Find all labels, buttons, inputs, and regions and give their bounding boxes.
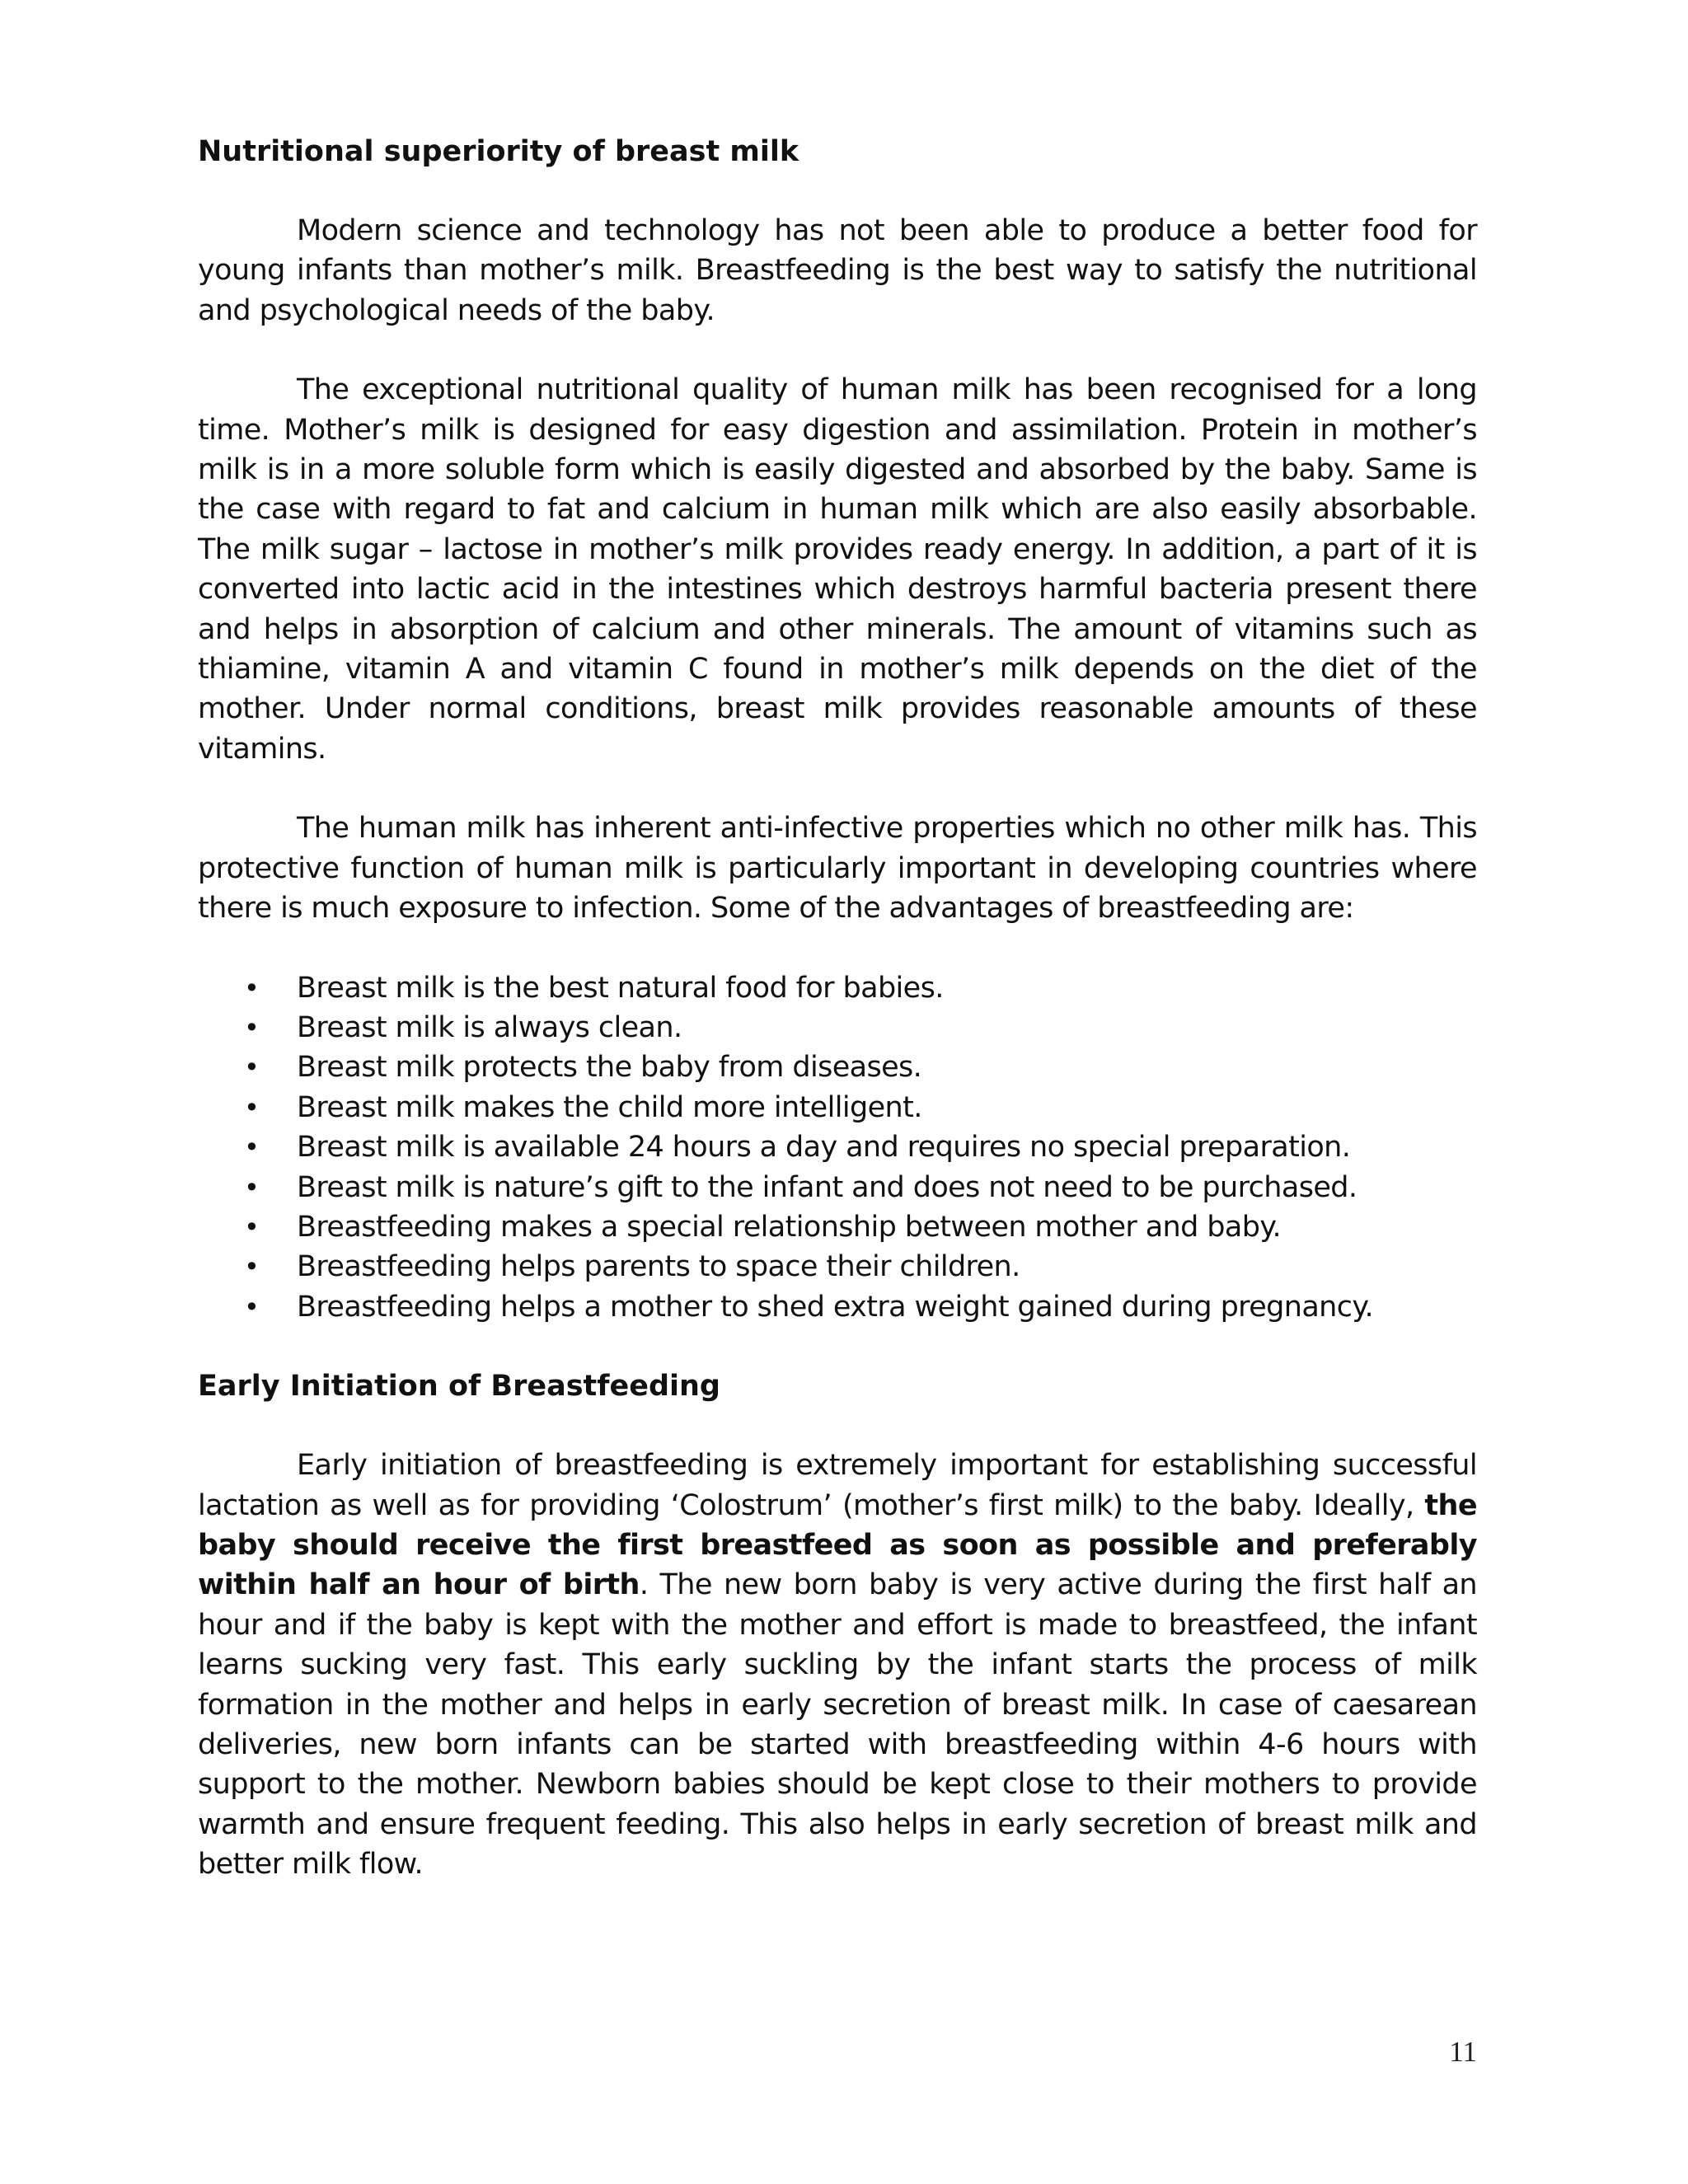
bullet-icon: •: [244, 1251, 260, 1283]
page-content: [198, 132, 1477, 1885]
list-item-text: Breastfeeding makes a special relationship between mother and baby.: [297, 1210, 1281, 1244]
list-item-text: Breast milk protects the baby from diseases.: [297, 1051, 922, 1085]
paragraph-emphasis-text: the baby should receive the first breastfeed as soon as possible and preferably within half an hour of birth: [198, 1488, 1477, 1602]
paragraph-nutritional-quality: The exceptional nutritional quality of human milk has been recognised for a long time. Mother’s milk is designed for easy digestion and assimilation. Protein in mother’s milk is in a more soluble form which is easily digested and absorbed by the baby. Same is the case with regard to fat and calcium in human milk which are also easily absorbable. The milk sugar – lactose in mother’s milk provides ready energy. In addition, a part of it is converted into lactic acid in the intestines which destroys harmful bacteria present there and helps in absorption of calcium and other minerals. The amount of vitamins such as thiamine, vitamin A and vitamin C found in mother’s milk depends on the diet of the mother. Under normal conditions, breast milk provides reasonable amounts of these vitamins.: [198, 373, 1477, 766]
list-item-text: Breast milk is nature’s gift to the infant and does not need to be purchased.: [297, 1170, 1357, 1204]
advantages-list: [198, 968, 1477, 1328]
list-item: [198, 1168, 1477, 1207]
list-item-text: Breast milk is available 24 hours a day and requires no special preparation.: [297, 1131, 1351, 1165]
list-item-text: Breast milk is the best natural food for babies.: [297, 971, 944, 1005]
list-item: [198, 1047, 1477, 1087]
list-item: [198, 968, 1477, 1008]
section-heading-nutritional-superiority: Nutritional superiority of breast milk: [198, 135, 799, 168]
list-item: [198, 1287, 1477, 1327]
list-item-text: Breastfeeding helps parents to space their children.: [297, 1250, 1020, 1284]
bullet-icon: •: [244, 1011, 260, 1043]
list-item-text: Breast milk makes the child more intelligent.: [297, 1090, 922, 1124]
bullet-icon: •: [244, 1052, 260, 1084]
list-item: [198, 1088, 1477, 1127]
section-heading-early-initiation: Early Initiation of Breastfeeding: [198, 1370, 720, 1404]
bullet-icon: •: [244, 1291, 260, 1323]
paragraph-rest-text: . The new born baby is very active during the first half an hour and if the baby is kept with the mother and effort is made to breastfeed, the infant learns sucking very fast. This early suckling by the infant starts the process of milk formation in the mother and helps in early secretion of breast milk. In case of caesarean deliveries, new born infants can be started with breastfeeding within 4-6 hours with support to the mother. Newborn babies should be kept close to their mothers to provide warmth and ensure frequent feeding. This also helps in early secretion of breast milk and better milk flow.: [198, 1568, 1478, 1882]
list-item: [198, 1247, 1477, 1286]
list-item: [198, 1127, 1477, 1167]
bullet-icon: •: [244, 972, 260, 1004]
bullet-icon: •: [244, 1171, 260, 1203]
paragraph-early-initiation: [198, 1446, 1477, 1884]
list-item-text: Breastfeeding helps a mother to shed extra weight gained during pregnancy.: [297, 1290, 1374, 1324]
page-number: 11: [1449, 2036, 1477, 2068]
list-item: [198, 1207, 1477, 1247]
paragraph-anti-infective: The human milk has inherent anti-infective properties which no other milk has. This protective function of human milk is particularly important in developing countries where there is much exposure to infection. Some of the advantages of breastfeeding are:: [198, 812, 1477, 926]
paragraph-intro-text: Early initiation of breastfeeding is extremely important for establishing successful lactation as well as for providing ‘Colostrum’ (mother’s first milk) to the baby. Ideally,: [198, 1449, 1477, 1522]
bullet-icon: •: [244, 1211, 260, 1243]
list-item-text: Breast milk is always clean.: [297, 1010, 682, 1044]
bullet-icon: •: [244, 1091, 260, 1123]
bullet-icon: •: [244, 1132, 260, 1164]
list-item: [198, 1008, 1477, 1047]
paragraph-modern-science: Modern science and technology has not been able to produce a better food for young infants than mother’s milk. Breastfeeding is the best way to satisfy the nutritional and psychological needs of the baby.: [198, 214, 1477, 327]
